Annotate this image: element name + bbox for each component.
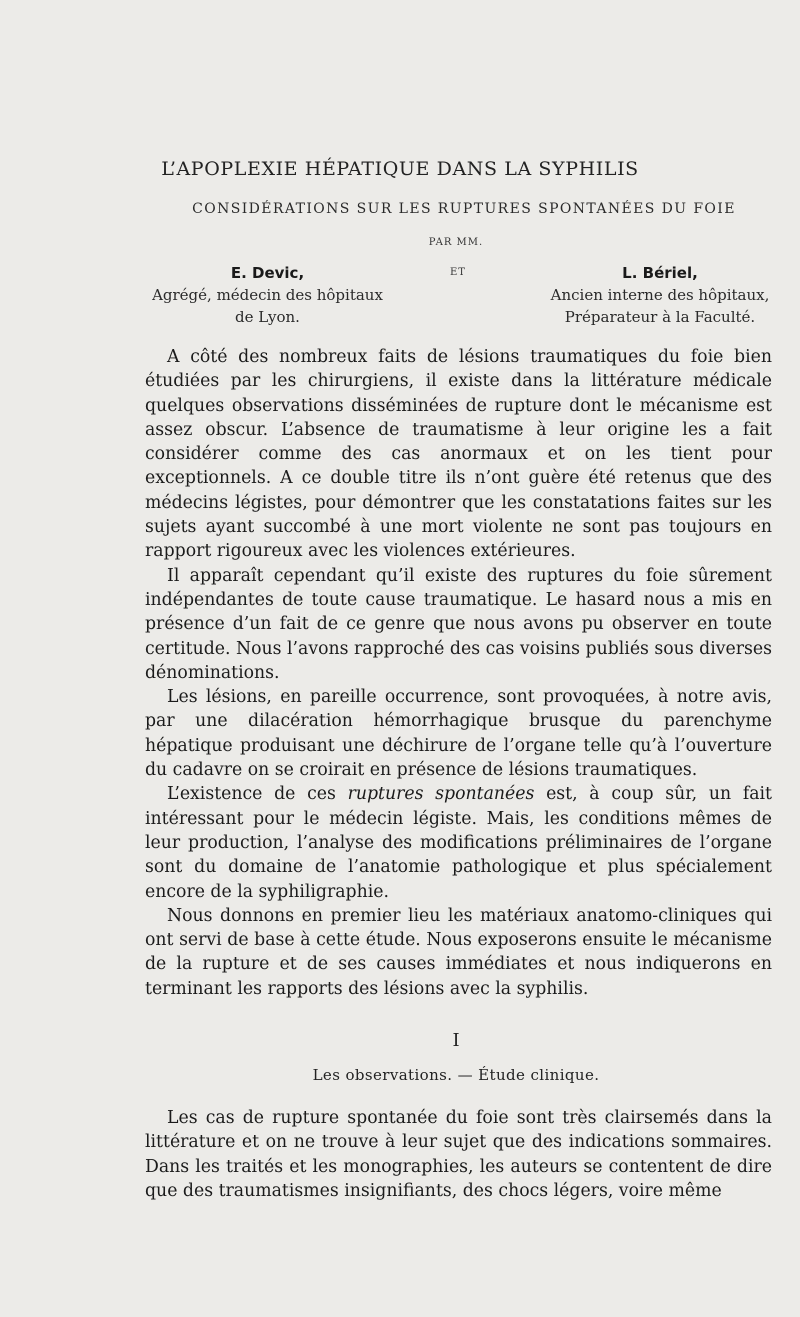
author-devic <box>145 262 390 328</box>
text-run: L’existence de ces <box>167 784 348 805</box>
section-number: I <box>452 1030 460 1051</box>
paragraph: A côté des nombreux faits de lésions traumatiques du foie bien étudiées par les chirurgiens, il existe dans la littérature médicale quelques observations disséminées de rupture dont le mécanisme est assez obscur. L’absence de traumatisme à leur origine les a fait considérer comme des cas anormaux et on les tient pour exceptionnels. A ce double titre ils n’ont guère été retenus que des médecins légistes, pour démontrer que les constatations faites sur les sujets ayant succombé à une mort violente ne sont pas toujours en rapport rigoureux avec les violences extérieures. <box>145 347 772 562</box>
paragraph: Il apparaît cependant qu’il existe des ruptures du foie sûrement indépendantes de toute cause traumatique. Le hasard nous a mis en présence d’un fait de ce genre que nous avons pu observer en toute certitude. Nous l’avons rapproché des cas voisins publiés sous diverses dénominations. <box>145 565 772 683</box>
author-name: E. Devic, <box>230 264 305 282</box>
emphasis: ruptures spontanées <box>347 784 535 805</box>
author-name: L. Bériel, <box>622 264 698 282</box>
paragraph: Les lésions, en pareille occurrence, sont provoquées, à notre avis, par une dilacération hémorrhagique brusque du parenchyme hépatique produisant une déchirure de l’organe telle qu’à l’ouverture du cadavre on se croirait en présence de lésions traumatiques. <box>145 687 772 781</box>
author-affiliation: Préparateur à la Faculté. <box>564 308 756 326</box>
author-beriel <box>535 262 785 328</box>
text-run: est, à coup sûr, un fait intéressant pour le médecin légiste. Mais, les conditions mêmes de leur production, l’analyse des modifications préliminaires de l’organe sont du domaine de l’anatomie pathologique et plus spécialement encore de la syphiligraphie. <box>145 784 772 902</box>
author-title: Agrégé, médecin des hôpitaux <box>152 286 383 304</box>
article-title: L’APOPLEXIE HÉPATIQUE DANS LA SYPHILIS <box>161 158 639 180</box>
paragraph: Nous donnons en premier lieu les matériaux anatomo-cliniques qui ont servi de base à cette étude. Nous exposerons ensuite le mécanisme de la rupture et de ses causes immédiates et nous indiquerons en terminant les rapports des lésions avec la syphilis. <box>145 905 772 999</box>
section-title: Les observations. — Étude clinique. <box>312 1066 600 1084</box>
article-body <box>145 345 772 1001</box>
article-subtitle: CONSIDÉRATIONS SUR LES RUPTURES SPONTANÉES DU FOIE <box>192 201 736 217</box>
author-separator: ET <box>450 267 466 278</box>
author-affiliation: de Lyon. <box>235 308 300 326</box>
paragraph: Les cas de rupture spontanée du foie sont très clairsemés dans la littérature et on ne trouve à leur sujet que des indications sommaires. Dans les traités et les monographies, les auteurs se contentent de dire que des traumatismes insignifiants, des chocs légers, voire même <box>145 1108 772 1201</box>
paragraph <box>145 782 772 903</box>
section-body <box>145 1106 772 1203</box>
author-title: Ancien interne des hôpitaux, <box>550 286 770 304</box>
byline-par: PAR MM. <box>428 237 484 248</box>
